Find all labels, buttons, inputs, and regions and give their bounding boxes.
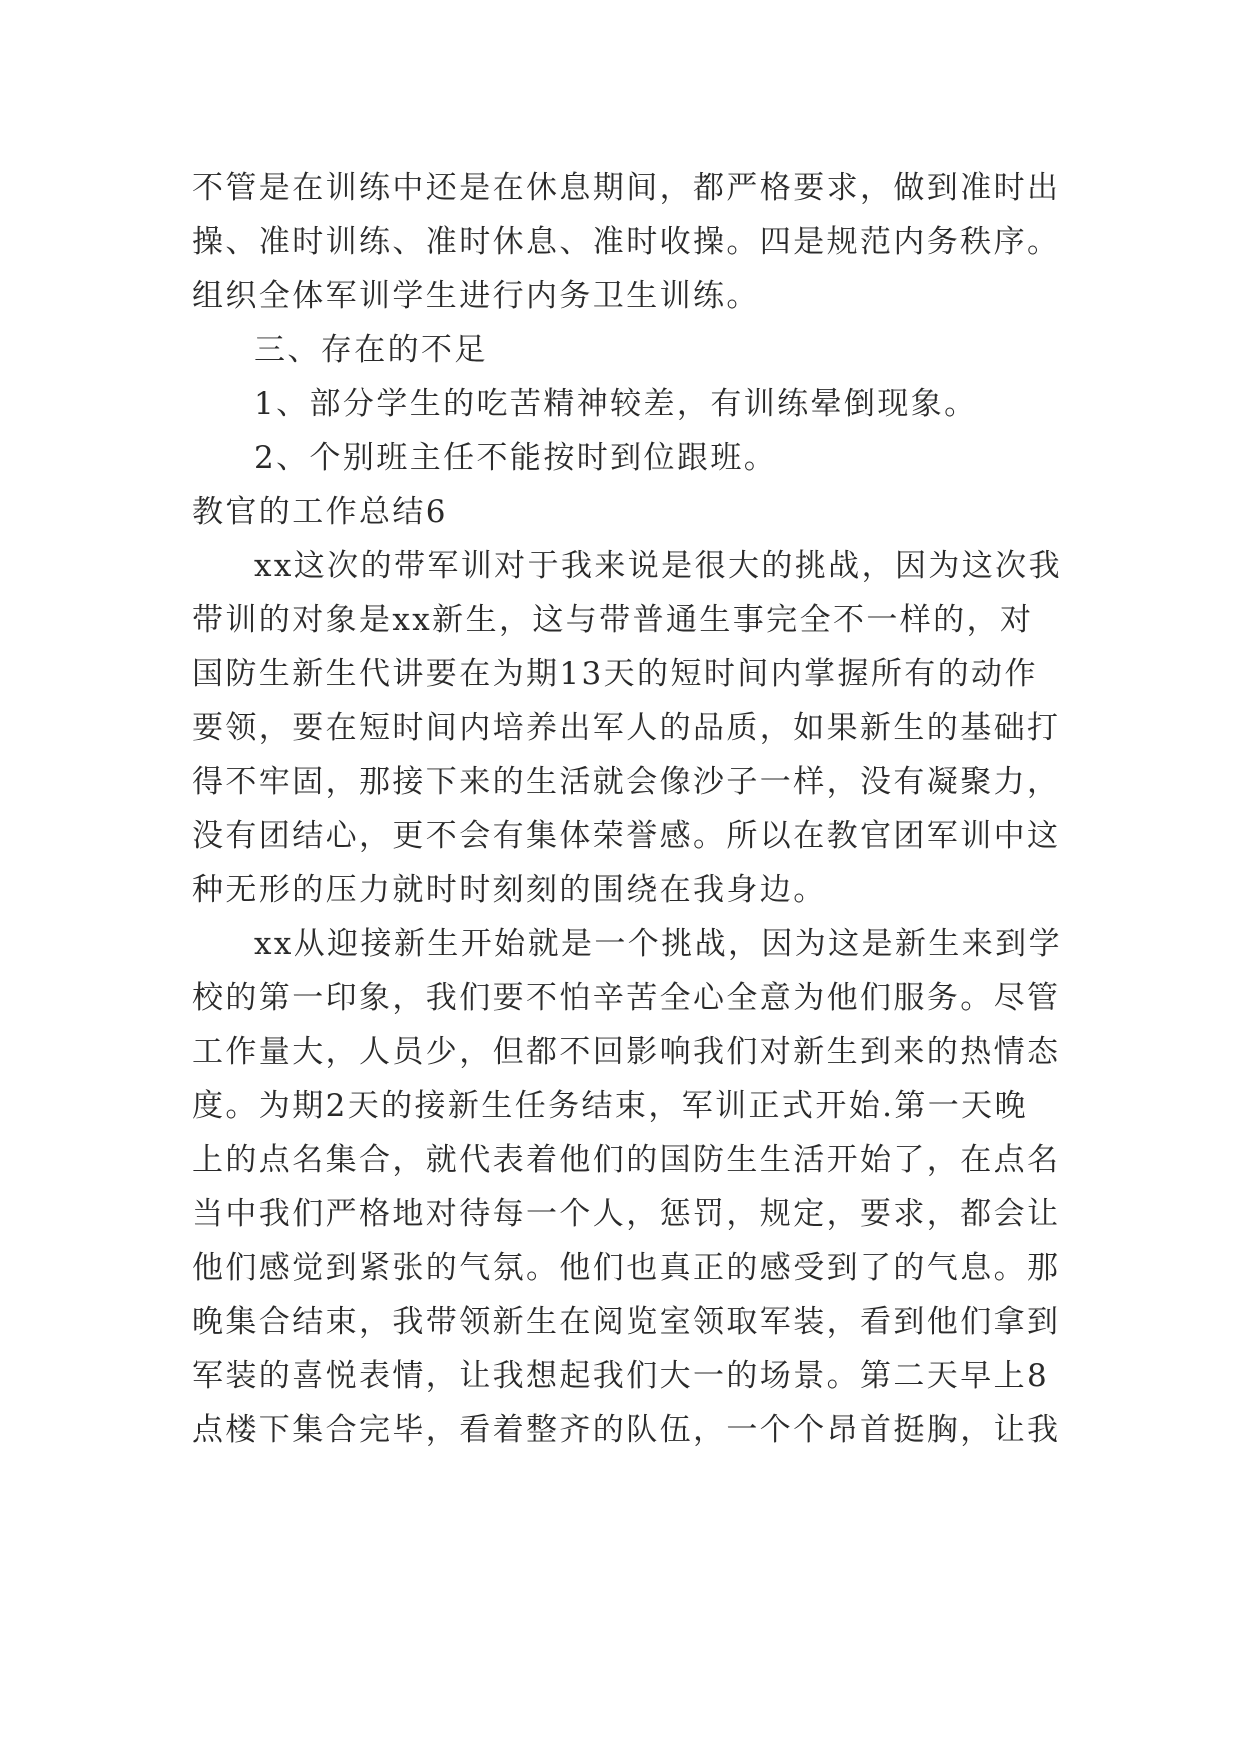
- text-line: 校的第一印象，我们要不怕辛苦全心全意为他们服务。尽管: [192, 980, 1061, 1016]
- text-line: 没有团结心，更不会有集体荣誉感。所以在教官团军训中这: [192, 818, 1061, 854]
- text-line: 当中我们严格地对待每一个人，惩罚，规定，要求，都会让: [192, 1196, 1061, 1232]
- list-item: 1、部分学生的吃苦精神较差，有训练晕倒现象。: [254, 386, 978, 422]
- text-line: 操、准时训练、准时休息、准时收操。四是规范内务秩序。: [192, 224, 1061, 260]
- text-line: 他们感觉到紧张的气氛。他们也真正的感受到了的气息。那: [192, 1250, 1061, 1286]
- text-line: xx从迎接新生开始就是一个挑战，因为这是新生来到学: [254, 926, 1062, 962]
- list-item: 2、个别班主任不能按时到位跟班。: [254, 440, 778, 476]
- text-line: 点楼下集合完毕，看着整齐的队伍，一个个昂首挺胸，让我: [192, 1412, 1061, 1448]
- text-line: 度。为期2天的接新生任务结束，军训正式开始.第一天晚: [192, 1088, 1028, 1124]
- text-line: 上的点名集合，就代表着他们的国防生生活开始了，在点名: [192, 1142, 1061, 1178]
- text-line: 不管是在训练中还是在休息期间，都严格要求，做到准时出: [192, 170, 1061, 206]
- text-line: 国防生新生代讲要在为期13天的短时间内掌握所有的动作: [192, 656, 1038, 692]
- text-line: 晚集合结束，我带领新生在阅览室领取军装，看到他们拿到: [192, 1304, 1061, 1340]
- text-line: 种无形的压力就时时刻刻的围绕在我身边。: [192, 872, 827, 908]
- document-title: 教官的工作总结6: [192, 494, 448, 530]
- text-line: 带训的对象是xx新生，这与带普通生事完全不一样的，对: [192, 602, 1034, 638]
- text-line: 工作量大，人员少，但都不回影响我们对新生到来的热情态: [192, 1034, 1061, 1070]
- text-line: 得不牢固，那接下来的生活就会像沙子一样，没有凝聚力，: [192, 764, 1061, 800]
- section-heading: 三、存在的不足: [254, 332, 488, 368]
- text-line: 要领，要在短时间内培养出军人的品质，如果新生的基础打: [192, 710, 1061, 746]
- text-line: xx这次的带军训对于我来说是很大的挑战，因为这次我: [254, 548, 1062, 584]
- text-line: 军装的喜悦表情，让我想起我们大一的场景。第二天早上8: [192, 1358, 1050, 1394]
- text-line: 组织全体军训学生进行内务卫生训练。: [192, 278, 760, 314]
